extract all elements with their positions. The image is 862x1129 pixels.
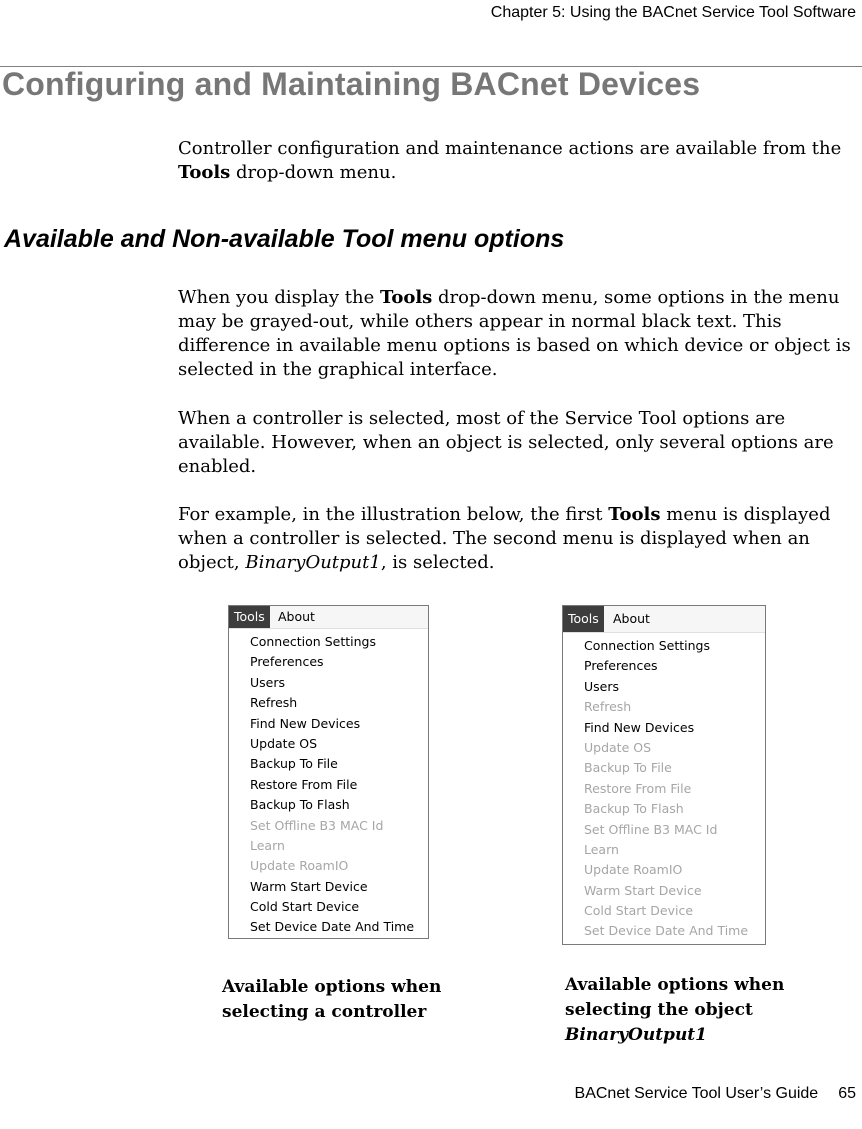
footer-guide-title: BACnet Service Tool User’s Guide	[574, 1085, 819, 1102]
menu-item-backup-to-file[interactable]: Backup To File	[250, 756, 338, 772]
menu-item-update-os[interactable]: Update OS	[250, 735, 318, 751]
menu-item-update-roamio: Update RoamIO	[584, 862, 683, 878]
menu-item-list	[563, 633, 765, 942]
tools-menu-tab[interactable]: Tools	[563, 606, 604, 632]
p1-tools-bold: Tools	[380, 287, 433, 308]
p1-text-after: drop-down menu, some options in the menu may be grayed-out, while others appear in normal black text. This difference in available menu options is based on which device or object is selected in the graphical interface.	[178, 287, 851, 380]
paragraph-1	[178, 286, 862, 382]
menu-item-list	[229, 629, 428, 938]
menu-item-learn: Learn	[250, 837, 285, 853]
subsection-title: Available and Non-available Tool menu options	[4, 225, 565, 253]
menu-item-cold-start-device: Cold Start Device	[584, 903, 694, 919]
menu-item-find-new-devices[interactable]: Find New Devices	[584, 719, 695, 735]
menu-item-preferences[interactable]: Preferences	[584, 658, 658, 674]
menu-item-restore-from-file[interactable]: Restore From File	[250, 776, 358, 792]
p3-text-after: , is selected.	[380, 552, 495, 573]
paragraph-3	[178, 503, 862, 575]
menu-item-preferences[interactable]: Preferences	[250, 654, 324, 670]
menu-item-warm-start-device[interactable]: Warm Start Device	[250, 878, 368, 894]
paragraph-2: When a controller is selected, most of the Service Tool options are available. However, when an object is selected, only several options are enabled.	[178, 408, 834, 477]
caption-controller	[222, 975, 522, 1025]
running-header: Chapter 5: Using the BACnet Service Tool Software	[490, 4, 856, 21]
menu-item-update-os: Update OS	[584, 739, 652, 755]
menu-item-cold-start-device[interactable]: Cold Start Device	[250, 899, 360, 915]
intro-paragraph	[178, 137, 862, 185]
menu-item-backup-to-flash[interactable]: Backup To Flash	[250, 797, 350, 813]
p1-text-before: When you display the	[178, 287, 380, 308]
menu-item-set-device-date-and-time[interactable]: Set Device Date And Time	[250, 919, 415, 935]
caption-object-line3: BinaryOutput1	[565, 1025, 707, 1045]
menu-item-users[interactable]: Users	[584, 678, 620, 694]
p3-object-italic: BinaryOutput1	[245, 552, 381, 573]
menu-item-connection-settings[interactable]: Connection Settings	[584, 638, 710, 653]
menu-item-refresh: Refresh	[584, 699, 632, 715]
menu-item-find-new-devices[interactable]: Find New Devices	[250, 715, 361, 731]
menu-item-backup-to-flash: Backup To Flash	[584, 801, 684, 817]
menu-item-set-device-date-and-time: Set Device Date And Time	[584, 923, 749, 939]
page-number: 65	[838, 1085, 856, 1102]
p3-tools-bold: Tools	[608, 504, 661, 525]
caption-object	[565, 973, 855, 1048]
intro-text-before: Controller configuration and maintenance actions are available from the	[178, 138, 842, 159]
caption-object-line2: selecting the object	[565, 1000, 753, 1020]
tools-menu-tab[interactable]: Tools	[229, 606, 270, 628]
menu-item-update-roamio: Update RoamIO	[250, 858, 349, 874]
menu-item-users[interactable]: Users	[250, 674, 286, 690]
caption-controller-line1: Available options when	[222, 977, 442, 997]
menu-item-connection-settings[interactable]: Connection Settings	[250, 634, 376, 649]
intro-tools-bold: Tools	[178, 162, 231, 183]
intro-text-after: drop-down menu.	[230, 162, 397, 183]
menu-item-set-offline-b3-mac-id: Set Offline B3 MAC Id	[250, 817, 384, 833]
menu-bar	[563, 606, 765, 633]
about-menu-tab[interactable]: About	[278, 609, 315, 624]
page-footer	[575, 1085, 856, 1103]
menu-bar	[229, 606, 428, 629]
tools-menu-controller	[228, 605, 429, 939]
p3-text-middle: menu is displayed when a controller is selected. The second menu is displayed when an object,	[178, 504, 831, 573]
menu-item-refresh[interactable]: Refresh	[250, 695, 298, 711]
menu-item-set-offline-b3-mac-id: Set Offline B3 MAC Id	[584, 821, 718, 837]
caption-object-line1: Available options when	[565, 975, 785, 995]
menu-item-restore-from-file: Restore From File	[584, 780, 692, 796]
menu-item-warm-start-device: Warm Start Device	[584, 882, 702, 898]
tools-menu-object	[562, 605, 766, 945]
section-title: Configuring and Maintaining BACnet Devices	[2, 66, 701, 102]
p3-text-before: For example, in the illustration below, the first	[178, 504, 609, 525]
menu-item-learn: Learn	[584, 841, 619, 857]
caption-controller-line2: selecting a controller	[222, 1002, 427, 1022]
about-menu-tab[interactable]: About	[613, 611, 650, 626]
menu-item-backup-to-file: Backup To File	[584, 760, 672, 776]
